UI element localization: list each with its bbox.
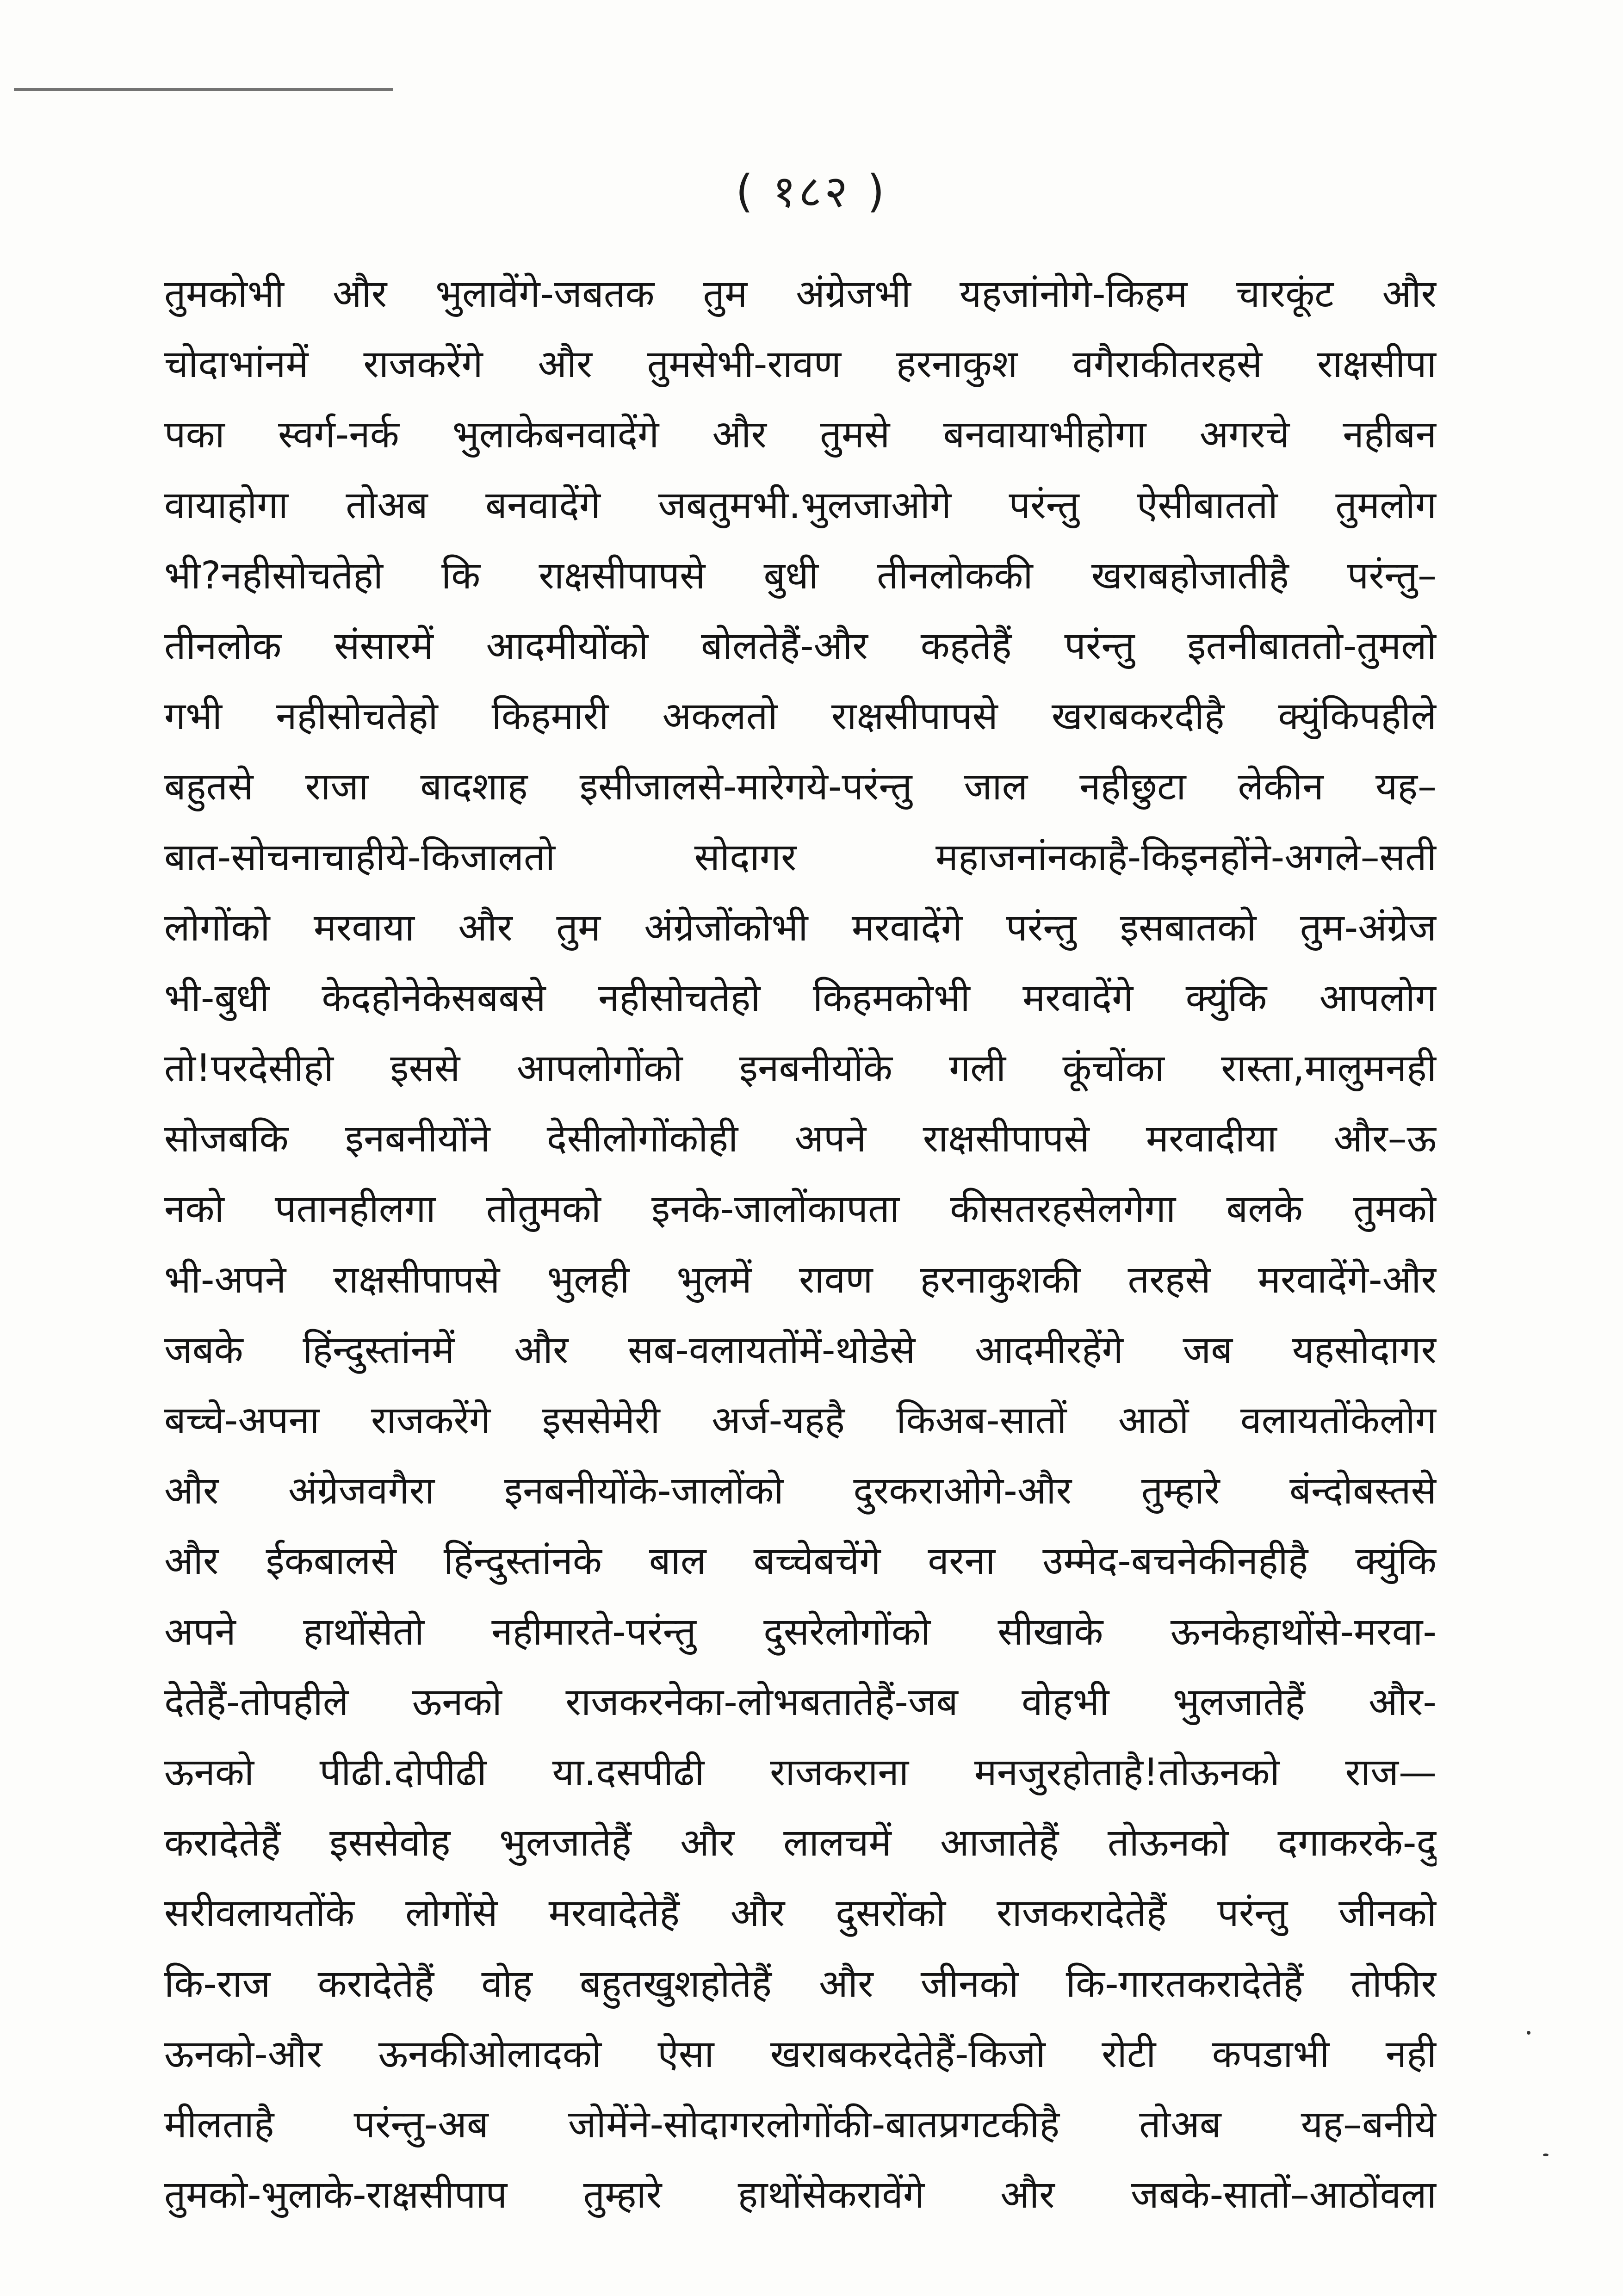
text-line: ऊनको पीढी.दोपीढी या.दसपीढी राजकराना मनजुरहोताहै!तोऊनको राज—	[164, 1750, 1437, 1795]
top-rule-line	[14, 88, 393, 91]
text-line: मीलताहै परंन्तु-अब जोमेंने-सोदागरलोगोंकी-बातप्रगटकीहै तोअब यह–बनीये	[164, 2102, 1437, 2147]
text-line: ऊनको-और ऊनकीओलादको ऐसा खराबकरदेतेहैं-किजो रोटी कपडाभी नही	[164, 2032, 1437, 2076]
body-text	[164, 259, 1437, 2230]
text-line: भी-अपने राक्षसीपापसे भुलही भुलमें रावण हरनाकुशकी तरहसे मरवादेंगे-और	[164, 1257, 1437, 1302]
text-line: और ईकबालसे हिंन्दुस्तांनके बाल बच्चेबचेंगे वरना उम्मेद-बचनेकीनहीहै क्युंकि	[164, 1539, 1437, 1584]
text-line: तुमको-भुलाके-राक्षसीपाप तुम्हारे हाथोंसेकरावेंगे और जबके-सातों–आठोंवला	[164, 2173, 1437, 2217]
text-line: भी?नहीसोचतेहो कि राक्षसीपापसे बुधी तीनलोककी खराबहोजातीहै परंन्तु–	[164, 553, 1437, 598]
text-line: लोगोंको मरवाया और तुम अंग्रेजोंकोभी मरवादेंगे परंन्तु इसबातको तुम-अंग्रेज	[164, 905, 1437, 950]
text-line: भी-बुधी केदहोनेकेसबबसे नहीसोचतेहो किहमकोभी मरवादेंगे क्युंकि आपलोग	[164, 976, 1437, 1020]
text-line: वायाहोगा तोअब बनवादेंगे जबतुमभी.भुलजाओगे परंन्तु ऐसीबाततो तुमलोग	[164, 483, 1437, 527]
text-line: अपने हाथोंसेतो नहीमारते-परंन्तु दुसरेलोगोंको सीखाके ऊनकेहाथोंसे-मरवा-	[164, 1609, 1437, 1654]
text-line: देतेहैं-तोपहीले ऊनको राजकरनेका-लोभबतातेहैं-जब वोहभी भुलजातेहैं और-	[164, 1680, 1437, 1724]
text-line: सरीवलायतोंके लोगोंसे मरवादेतेहैं और दुसरोंको राजकरादेतेहैं परंन्तु जीनको	[164, 1891, 1437, 1936]
text-line: सोजबकि इनबनीयोंने देसीलोगोंकोही अपने राक्षसीपापसे मरवादीया और–ऊ	[164, 1117, 1437, 1161]
text-line: बात-सोचनाचाहीये-किजालतो सोदागर महाजनांनकाहै-किइनहोंने-अगले–सती	[164, 835, 1437, 879]
text-line: बच्चे-अपना राजकरेंगे इससेमेरी अर्ज-यहहै किअब-सातों आठों वलायतोंकेलोग	[164, 1399, 1437, 1442]
text-line: करादेतेहैं इससेवोह भुलजातेहैं और लालचमें आजातेहैं तोऊनको दगाकरके-दु	[164, 1821, 1437, 1865]
text-line: चोदाभांनमें राजकरेंगे और तुमसेभी-रावण हरनाकुश वगैराकीतरहसे राक्षसीपा	[164, 342, 1437, 387]
text-line: और अंग्रेजवगैरा इनबनीयोंके-जालोंको दुरकराओगे-और तुम्हारे बंन्दोबस्तसे	[164, 1469, 1437, 1513]
text-line: कि-राज करादेतेहैं वोह बहुतखुशहोतेहैं और जीनको कि-गारतकरादेतेहैं तोफीर	[164, 1962, 1437, 2006]
text-line: बहुतसे राजा बादशाह इसीजालसे-मारेगये-परंन्तु जाल नहीछुटा लेकीन यह–	[164, 765, 1437, 809]
scan-speck	[1527, 2031, 1530, 2035]
text-line: गभी नहीसोचतेहो किहमारी अकलतो राक्षसीपापसे खराबकरदीहै क्युंकिपहीले	[164, 694, 1437, 739]
text-line: नको पतानहीलगा तोतुमको इनके-जालोंकापता कीसतरहसेलगेगा बलके तुमको	[164, 1187, 1437, 1232]
text-line: तो!परदेसीहो इससे आपलोगोंको इनबनीयोंके गली कूंचोंका रास्ता,मालुमनही	[164, 1046, 1437, 1091]
text-line: तीनलोक संसारमें आदमीयोंको बोलतेहैं-और कहतेहैं परंन्तु इतनीबाततो-तुमलो	[164, 624, 1437, 668]
text-line: जबके हिंन्दुस्तांनमें और सब-वलायतोंमें-थोडेसे आदमीरहेंगे जब यहसोदागर	[164, 1328, 1437, 1372]
text-line: पका स्वर्ग-नर्क भुलाकेबनवादेंगे और तुमसे बनवायाभीहोगा अगरचे नहीबन	[164, 413, 1437, 457]
text-line: तुमकोभी और भुलावेंगे-जबतक तुम अंग्रेजभी यहजांनोगे-किहम चारकूंट और	[164, 272, 1437, 316]
page-number: ( १८२ )	[736, 166, 887, 217]
scan-speck	[1543, 2154, 1549, 2156]
